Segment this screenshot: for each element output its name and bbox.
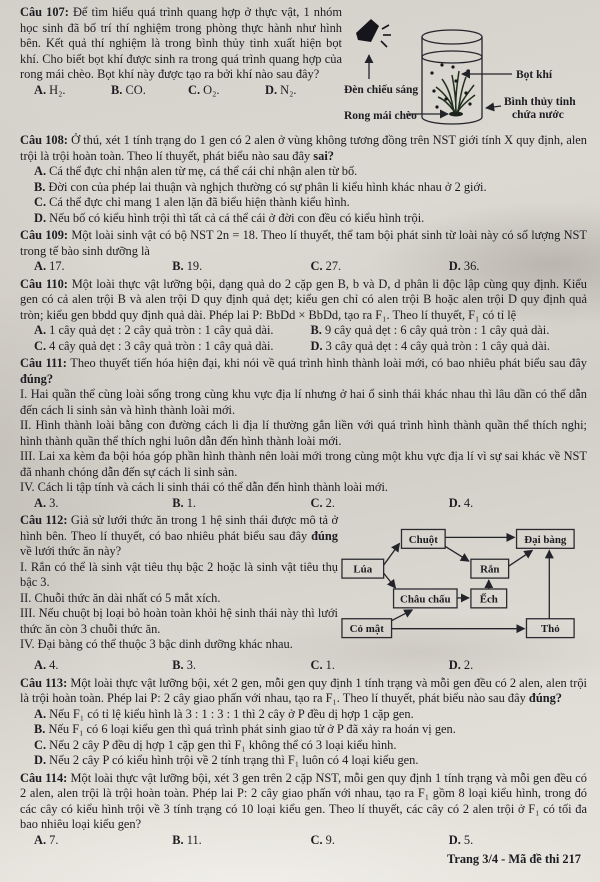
option-letter: A. [34, 495, 47, 510]
option-b [20, 180, 587, 196]
option-a [20, 164, 587, 180]
question-108-keyword: sai? [313, 148, 334, 163]
option-letter: B. [310, 323, 322, 337]
question-112-label: Câu 112: [20, 513, 68, 527]
option-letter: D. [448, 832, 461, 847]
option-b [172, 833, 310, 849]
option-b [172, 496, 310, 512]
option-b [111, 83, 188, 99]
option-letter: A. [34, 82, 47, 97]
question-107-text: Để tìm hiểu quá trình quang hợp ở thực vật, 1 nhóm học sinh đã bố trí thí nghiệm trong phòng thực hành như hình bên. Kết quả thí nghiệm là trong bình thủy tinh xuất hiện bọt khí. Cho biết bọt khí được sinh ra trong quá trình quang hợp của rong mái chèo. Bọt khí này được tạo ra bởi khí nào sau đây? [20, 5, 342, 81]
option-a [34, 496, 172, 512]
option-value: Nếu F₁ có 6 loại kiểu gen thì quá trình phát sinh giao tử ở P đã xảy ra hoán vị gen. [48, 722, 456, 736]
node-label: Châu chấu [399, 593, 451, 606]
option-value: Nếu F₁ có tỉ lệ kiểu hình là 3 : 1 : 3 : 1 thì 2 cây ở P đều dị hợp 1 cặp gen. [49, 706, 414, 721]
node-co-mat [342, 619, 392, 638]
option-value: 19. [186, 259, 203, 273]
node-label: Rắn [480, 563, 500, 576]
option-d [449, 496, 587, 512]
question-107-text-column [20, 5, 342, 98]
option-b [311, 323, 588, 339]
node-label: Lúa [353, 563, 373, 576]
option-b [20, 722, 587, 738]
option-letter: D. [34, 210, 47, 225]
option-letter: B. [172, 495, 184, 510]
option-letter: B. [34, 179, 46, 194]
node-chuot [401, 529, 445, 548]
option-b [172, 259, 310, 275]
node-dai-bang [517, 529, 575, 548]
option-d [449, 833, 587, 849]
question-110-label: Câu 110: [20, 276, 68, 291]
question-107-paragraph [20, 5, 342, 83]
option-value: 4. [49, 658, 59, 672]
food-web-arrows [384, 537, 550, 628]
option-a [20, 707, 587, 723]
statement-iii: III. Nếu chuột bị loại bỏ hoàn toàn khỏi hệ sinh thái này thì lưới thức ăn còn 3 chuỗi thức ăn. [20, 606, 338, 636]
question-109-text: Một loài sinh vật có bộ NST 2n = 18. Theo lí thuyết, thể tam bội phát sinh từ loài này có số lượng NST trong tế bào sinh dưỡng là [20, 228, 587, 258]
option-a [34, 83, 111, 99]
question-112-paragraph [20, 513, 338, 560]
statement-i: I. Rắn có thể là sinh vật tiêu thụ bậc 2 hoặc là sinh vật tiêu thụ bậc 3. [20, 559, 338, 589]
lamp-icon [356, 19, 391, 47]
question-114 [20, 771, 587, 849]
option-letter: B. [172, 658, 184, 672]
option-value: 1. [186, 495, 197, 510]
option-value: Cá thể đực chỉ nhận alen từ mẹ, cá thể cái chỉ nhận alen từ bố. [49, 164, 358, 178]
option-letter: D. [448, 495, 461, 510]
question-113-label: Câu 113: [20, 675, 68, 690]
option-value: 2. [325, 495, 335, 510]
option-letter: D. [448, 658, 461, 672]
option-letter: B. [34, 722, 46, 736]
option-d [265, 83, 342, 99]
food-web-diagram [338, 518, 586, 658]
option-letter: B. [172, 259, 184, 273]
question-110-paragraph [20, 277, 587, 324]
question-112-text-post: về lưới thức ăn này? [20, 544, 122, 558]
option-a [34, 259, 172, 275]
option-letter: A. [34, 658, 47, 672]
option-letter: A. [34, 259, 47, 273]
question-112-text: Giả sử lưới thức ăn trong 1 hệ sinh thái được mô tả ở hình bên. Theo lí thuyết, có bao nhiêu phát biểu sau đây [20, 513, 338, 543]
option-value: Đời con của phép lai thuận và nghịch thường có sự phân li kiểu hình khác nhau ở 2 giới. [48, 179, 487, 194]
question-110 [20, 277, 587, 355]
option-value: 1. [325, 658, 335, 672]
option-value: 3. [186, 658, 197, 672]
option-letter: C. [34, 737, 47, 752]
option-value: CO. [125, 82, 146, 97]
option-value: 4. [463, 495, 474, 510]
option-value: 2. [463, 658, 474, 672]
question-109-options [20, 259, 587, 275]
option-c [20, 195, 587, 211]
question-112 [20, 513, 587, 674]
option-value: 4 cây quả dẹt : 3 cây quả tròn : 1 cây quả dài. [49, 338, 274, 353]
option-value: H₂. [49, 82, 66, 97]
question-108 [20, 133, 587, 226]
question-111-text: Theo thuyết tiến hóa hiện đại, khi nói về quá trình hình thành loài mới, có bao nhiêu phát biểu sau đây [70, 356, 587, 370]
option-value: Nếu bố có kiểu hình trội thì tất cả cá thể cái ở đời con đều có kiểu hình trội. [49, 210, 425, 225]
option-c [311, 496, 449, 512]
question-108-label: Câu 108: [20, 133, 68, 147]
option-letter: C. [34, 338, 47, 353]
node-label: Chuột [408, 533, 438, 546]
option-value: 3 cây quả dẹt : 4 cây quả tròn : 1 cây quả dài. [325, 338, 550, 353]
option-b [172, 658, 310, 674]
option-letter: A. [34, 832, 47, 847]
statement-iv: IV. Cách li tập tính và cách li sinh thái có thể dẫn đến hình thành loài mới. [20, 480, 388, 494]
node-label: Thỏ [540, 623, 560, 636]
question-109-label: Câu 109: [20, 228, 69, 242]
option-value: 11. [186, 832, 202, 847]
question-112-text-column [20, 513, 338, 653]
option-d [449, 259, 587, 275]
lamp-label: Đèn chiếu sáng [344, 84, 419, 96]
option-c [20, 738, 587, 754]
page-footer: Trang 3/4 - Mã đề thi 217 [447, 852, 581, 866]
option-letter: C. [310, 658, 323, 672]
statement-i: I. Hai quần thể cùng loài sống trong cùng khu vực địa lí nhưng ở hai ổ sinh thái khác nhau thì lâu dần có thể dẫn đến cách li sinh sản và hình thành loài mới. [20, 387, 587, 417]
option-value: 27. [325, 259, 342, 273]
option-c [34, 339, 311, 355]
option-value: Nếu 2 cây P có kiểu hình trội về 2 tính trạng thì F₁ luôn có 4 loại kiểu gen. [49, 753, 419, 767]
statement-iv: IV. Đại bàng có thể thuộc 3 bậc dinh dưỡng khác nhau. [20, 637, 293, 651]
statement-ii: II. Chuỗi thức ăn dài nhất có 5 mắt xích. [20, 590, 221, 605]
question-111 [20, 356, 587, 511]
question-110-options [20, 323, 587, 354]
question-111-paragraph [20, 356, 587, 387]
question-109-paragraph [20, 228, 587, 259]
option-value: 17. [49, 259, 65, 273]
photosynthesis-experiment-diagram [342, 7, 586, 131]
option-letter: C. [310, 259, 323, 273]
node-tho [526, 619, 574, 638]
plant-base [449, 112, 463, 117]
option-letter: A. [34, 706, 47, 721]
option-value: 9 cây quả dẹt : 6 cây quả tròn : 1 cây quả dài. [324, 323, 550, 337]
question-114-paragraph [20, 771, 587, 833]
option-value: 1 cây quả dẹt : 2 cây quả tròn : 1 cây quả dài. [49, 323, 274, 337]
jar-label-line1: Bình thủy tinh [504, 96, 576, 108]
node-lua [342, 559, 384, 578]
option-letter: D. [34, 753, 47, 767]
option-a [34, 323, 311, 339]
option-value: 7. [49, 832, 59, 847]
option-c [188, 83, 265, 99]
node-label: Ếch [479, 593, 498, 606]
option-value: Nếu 2 cây P đều dị hợp 1 cặp gen thì F₁ không thể có 3 loại kiểu hình. [49, 737, 397, 752]
jar-pointer-line [486, 106, 501, 108]
option-d [449, 658, 587, 674]
question-112-keyword: đúng [311, 528, 338, 543]
option-c [311, 833, 449, 849]
option-letter: B. [111, 82, 123, 97]
option-letter: A. [34, 323, 47, 337]
question-107 [20, 5, 587, 131]
question-111-options [20, 496, 587, 512]
question-113 [20, 676, 587, 769]
option-value: 36. [463, 259, 480, 273]
question-109 [20, 228, 587, 275]
option-value: 9. [325, 832, 335, 847]
statement-ii: II. Hình thành loài bằng con đường cách li địa lí thường gắn liền với quá trình hình thành quần thể thích nghi; hình thành quần thể thích nghi luôn dẫn đến hình thành loài mới. [20, 418, 587, 448]
option-c [311, 259, 449, 275]
question-112-options [20, 658, 587, 674]
option-d [20, 753, 587, 769]
question-113-paragraph [20, 676, 587, 707]
option-letter: D. [310, 338, 323, 353]
question-108-text: Ở thú, xét 1 tính trạng do 1 gen có 2 alen ở vùng không tương đồng trên NST giới tính X quy định, alen trội là trội hoàn toàn. Theo lí thuyết, phát biểu nào sau đây [20, 133, 587, 163]
option-letter: D. [265, 82, 278, 97]
option-value: Cá thể đực chỉ mang 1 alen lặn đã biểu hiện thành kiểu hình. [49, 195, 350, 209]
option-d [20, 211, 587, 227]
question-111-label: Câu 111: [20, 356, 67, 370]
option-d [311, 339, 588, 355]
bubbles-icon [430, 63, 471, 108]
option-letter: A. [34, 164, 47, 178]
question-108-paragraph [20, 133, 587, 164]
node-label: Đại bàng [524, 533, 567, 546]
option-a [34, 658, 172, 674]
node-ran [471, 559, 509, 578]
statement-iii: III. Lai xa kèm đa bội hóa góp phần hình thành nên loài mới trong cùng một khu vực địa lí vì sự sai khác về NST đã nhanh chóng dẫn đến sự cách li sinh sản. [20, 449, 587, 479]
option-letter: D. [448, 259, 461, 273]
option-letter: C. [188, 82, 201, 97]
node-ech [471, 589, 507, 608]
option-letter: C. [310, 832, 323, 847]
node-chau-chau [394, 589, 457, 608]
option-letter: C. [310, 495, 323, 510]
node-label: Cỏ mật [349, 623, 384, 636]
question-110-text: Một loài thực vật lưỡng bội, dạng quả do 2 cặp gen B, b và D, d phân li độc lập cùng quy định. Kiểu gen có cả alen trội B và alen trội D quy định quả dẹt; kiểu gen chỉ có alen trội B hoặc alen trội D quy định quả tròn; kiểu gen bbdd quy định quả dài. Phép lai P: BbDd × BbDd, tạo ra F₁. Theo lí thuyết, F₁ có tỉ lệ [20, 276, 587, 322]
option-letter: B. [172, 832, 184, 847]
option-c [311, 658, 449, 674]
question-114-text: Một loài thực vật lưỡng bội, xét 3 gen trên 2 cặp NST, mỗi gen quy định 1 tính trạng và mỗi gen đều có 2 alen, alen trội là trội hoàn toàn. Phép lai P: 2 cây giao phấn với nhau, tạo ra F₁ gồm 8 loại kiểu hình, trong đó các cây có kiểu hình trội về 3 tính trạng có 10 loại kiểu gen. Theo lí thuyết, các cây có 2 alen trội ở F₁ có tối đa bao nhiêu loại kiểu gen? [20, 770, 587, 831]
option-a [34, 833, 172, 849]
question-111-keyword: đúng? [20, 371, 54, 386]
question-107-options [20, 83, 342, 99]
question-113-text: Một loài thực vật lưỡng bội, xét 2 gen, mỗi gen quy định 1 tính trạng và mỗi gen đều có 2 alen, alen trội là trội hoàn toàn. Phép lai P: 2 cây giao phấn với nhau, tạo ra F₁. Theo lí thuyết, phát biểu nào sau đây [20, 675, 587, 705]
bubble-label: Bọt khí [516, 69, 553, 81]
option-letter: C. [34, 195, 47, 209]
question-114-options [20, 833, 587, 849]
plant-icon [436, 71, 475, 113]
option-value: O₂. [203, 82, 220, 97]
question-107-label: Câu 107: [20, 5, 69, 19]
option-value: N₂. [280, 82, 297, 97]
option-value: 3. [49, 495, 59, 510]
question-113-keyword: đúng? [528, 691, 562, 705]
question-114-label: Câu 114: [20, 770, 68, 785]
option-value: 5. [463, 832, 474, 847]
jar-label-line2: chứa nước [512, 109, 564, 121]
plant-label: Rong mái chèo [344, 110, 417, 122]
